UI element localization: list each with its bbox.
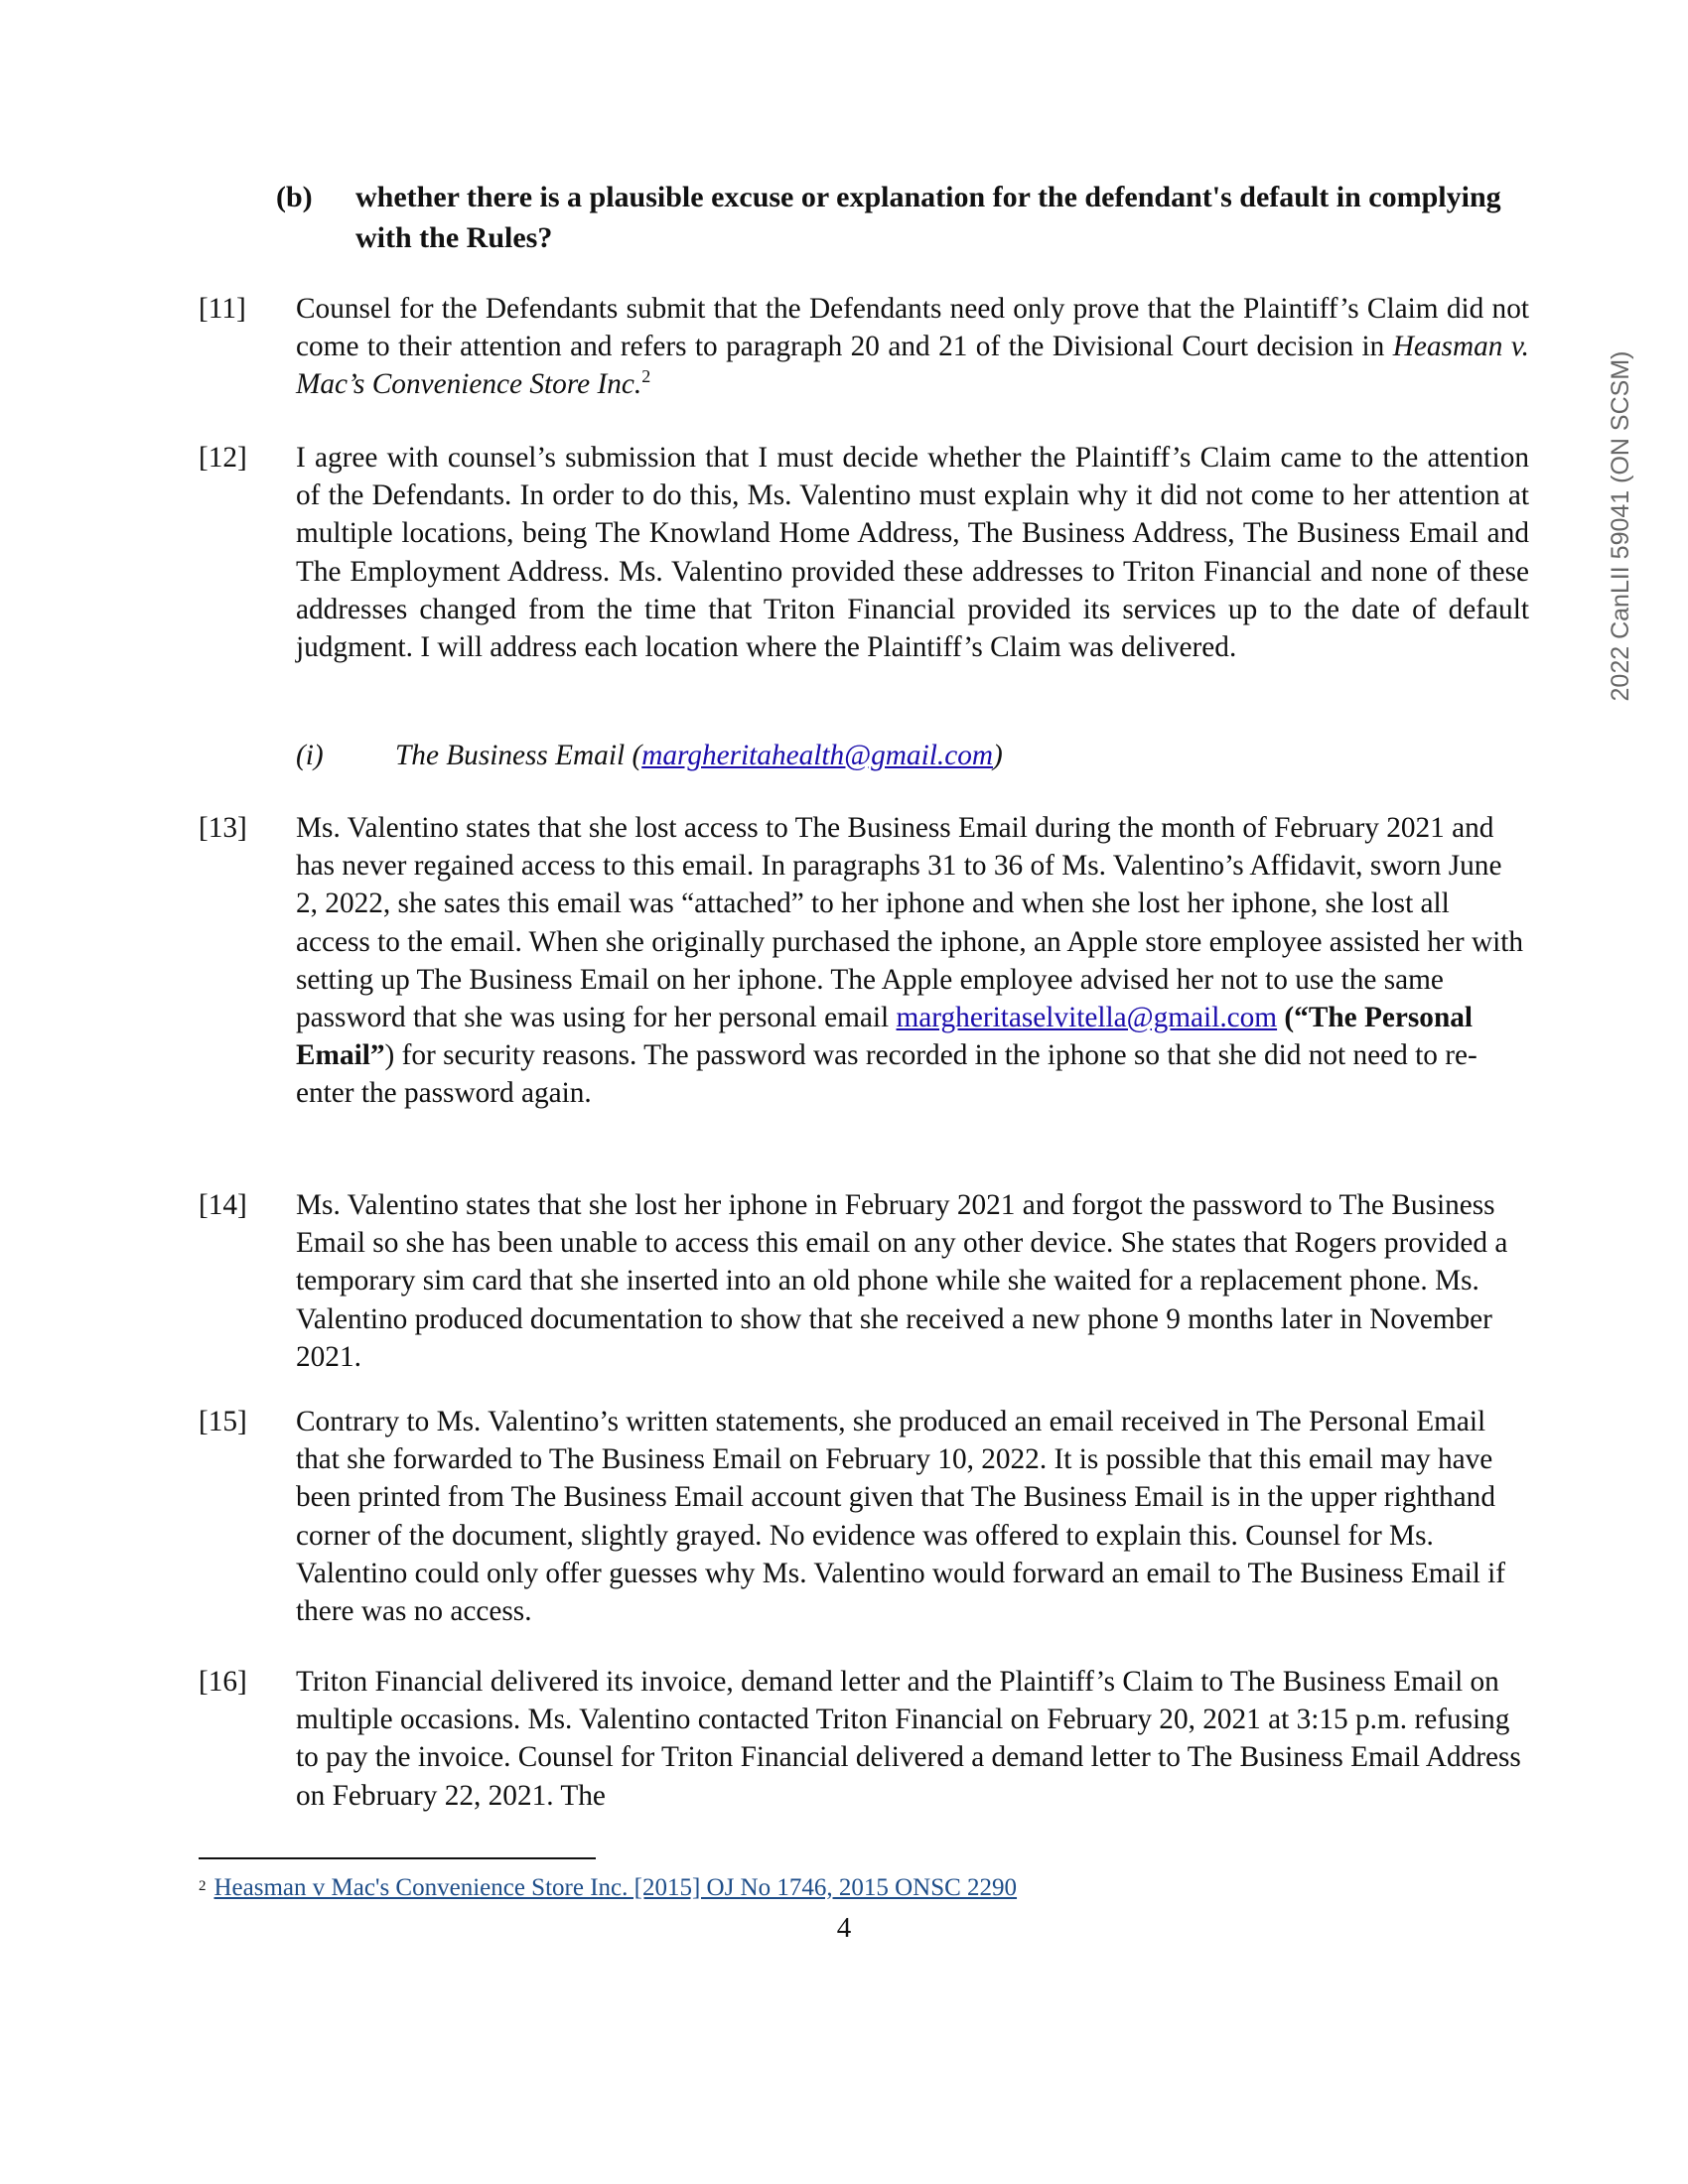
paragraph-text: Contrary to Ms. Valentino’s written statements, she produced an email received in The Personal Email that she forwarded to The Business Email on February 10, 2022. It is possible that this email may have been printed from The Business Email account given that The Business Email is in the upper righthand corner of the document, slightly grayed. No evidence was offered to explain this. Counsel for Ms. Valentino could only offer guesses why Ms. Valentino would forward an email to The Business Email if there was no access. (296, 1406, 1506, 1628)
footnote-number: 2 (199, 1878, 207, 1894)
side-citation-text: 2022 CanLII 59041 (ON SCSM) (1607, 350, 1634, 702)
paragraph-number: [12] (199, 442, 247, 474)
subheading-business-email: (i) The Business Email (margheritahealth@gmail.com) (296, 737, 1003, 774)
side-citation (1599, 328, 1648, 725)
defined-term: (“The Personal Email” (296, 1002, 1474, 1072)
page-number: 4 (836, 1912, 852, 1944)
subheading-label: (i) (296, 740, 324, 771)
case-name: Heasman v. Mac’s Convenience Store Inc. (296, 331, 1529, 401)
paragraph-text: Ms. Valentino states that she lost access to The Business Email during the month of February 2021 and has never regained access to this email. In paragraphs 31 to 36 of Ms. Valentino’s Affidavit, sworn June 2, 2022, she sates this email was “attached” to her iphone and when she lost her iphone, she lost all access to the email. When she originally purchased the iphone, an Apple store employee assisted her with setting up The Business Email on her iphone. The Apple employee advised her not to use the same password that she was using for her personal email margheritaselvitella@gmail.com (“The Personal Email”) for security reasons. The password was recorded in the iphone so that she did not need to re-enter the password again. (296, 812, 1524, 1110)
paragraph-number: [13] (199, 812, 247, 844)
paragraph-text: Counsel for the Defendants submit that the Defendants need only prove that the Plaintiff’s Claim did not come to their attention and refers to paragraph 20 and 21 of the Divisional Court decision in Heasman v. Mac’s Convenience Store Inc.$^2$ (296, 293, 1529, 401)
heading-label: (b) (276, 181, 313, 213)
paragraph-number: [15] (199, 1406, 247, 1437)
paragraph-12 (199, 439, 1529, 666)
paragraph-13 (199, 809, 1529, 1113)
paragraph-text: Triton Financial delivered its invoice, demand letter and the Plaintiff’s Claim to The Business Email on multiple occasions. Ms. Valentino contacted Triton Financial on February 20, 2021 at 3:15 p.m. refusing to pay the invoice. Counsel for Triton Financial delivered a demand letter to The Business Email Address on February 22, 2021. The (296, 1666, 1521, 1812)
paragraph-14 (199, 1186, 1529, 1376)
footnote-reference[interactable]: 2 (641, 366, 651, 387)
paragraph-16 (199, 1663, 1529, 1815)
paragraph-text: I agree with counsel’s submission that I must decide whether the Plaintiff’s Claim came to the attention of the Defendants. In order to do this, Ms. Valentino must explain why it did not come to her attention at multiple locations, being The Knowland Home Address, The Business Address, The Business Email and The Employment Address. Ms. Valentino provided these addresses to Triton Financial and none of these addresses changed from the time that Triton Financial provided its services up to the date of default judgment. I will address each location where the Plaintiff’s Claim was delivered. (296, 442, 1529, 664)
paragraph-15 (199, 1403, 1529, 1630)
footnote-citation-link[interactable]: Heasman v Mac's Convenience Store Inc. [2015] OJ No 1746, 2015 ONSC 2290 (213, 1874, 1018, 1901)
paragraph-number: [11] (199, 293, 246, 325)
personal-email-link[interactable]: margheritaselvitella@gmail.com (896, 1002, 1278, 1034)
paragraph-number: [14] (199, 1189, 247, 1221)
footnote (199, 1872, 1017, 1904)
heading-text: whether there is a plausible excuse or explanation for the defendant's default in complying with the Rules? (355, 181, 1501, 254)
paragraph-number: [16] (199, 1666, 247, 1698)
footnote-divider (199, 1857, 596, 1859)
paragraph-11 (199, 290, 1529, 404)
section-heading (276, 177, 1527, 258)
business-email-link[interactable]: margheritahealth@gmail.com (641, 740, 993, 771)
paragraph-text: Ms. Valentino states that she lost her iphone in February 2021 and forgot the password to The Business Email so she has been unable to access this email on any other device. She states that Rogers provided a temporary sim card that she inserted into an old phone while she waited for a replacement phone. Ms. Valentino produced documentation to show that she received a new phone 9 months later in November 2021. (296, 1189, 1508, 1373)
